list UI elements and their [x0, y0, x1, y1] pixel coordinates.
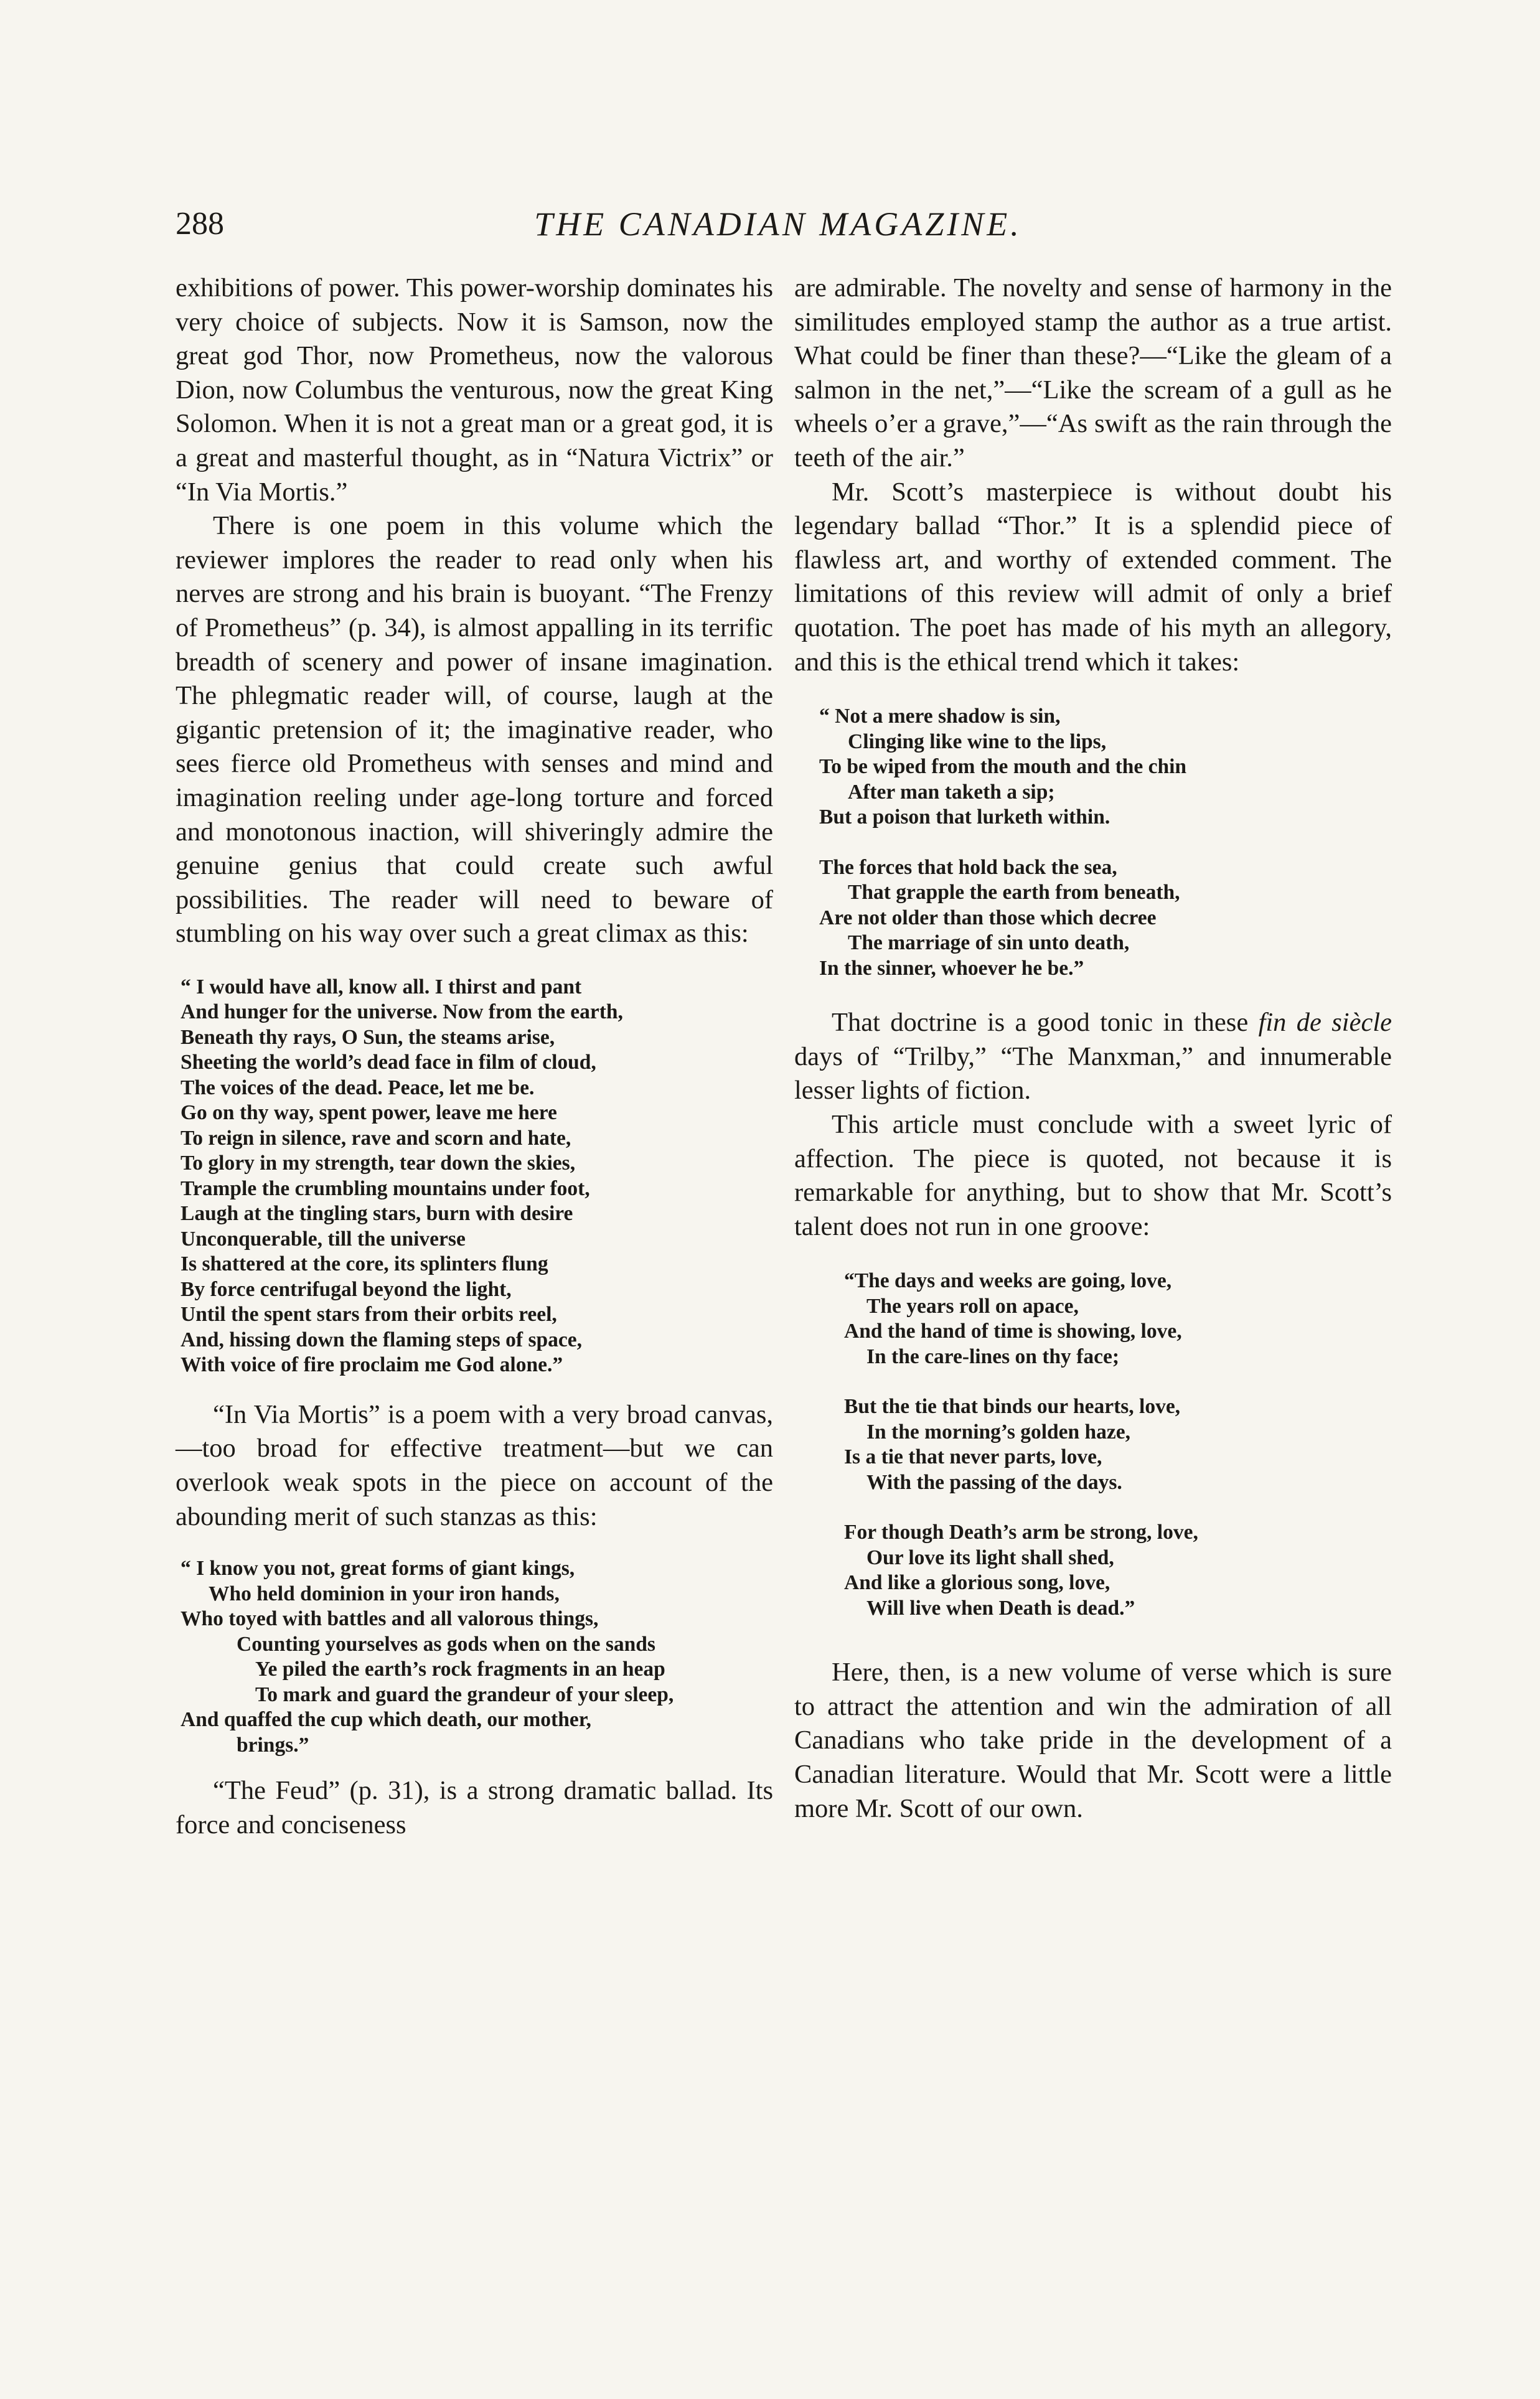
poem-stanza: [819, 855, 1392, 982]
paragraph-sweet-lyric: This article must conclude with a sweet lyric of affection. The piece is quoted, not because it is remarkable for anything, but to show that Mr. Scott’s talent does not run in one groove:: [794, 1109, 1392, 1241]
fin-de-siecle-italic: fin de siècle: [1258, 1008, 1392, 1038]
poem-line: Go on thy way, spent power, leave me here: [181, 1101, 557, 1125]
paragraph-masterpiece-thor: Mr. Scott’s masterpiece is without doubt his legendary ballad “Thor.” It is a splendid piece of flawless art, and worthy of extended comment. The limitations of this review will admit of only a brief quotation. The poet has made of his myth an allegory, and this is the ethical trend which it takes:: [794, 477, 1392, 677]
poem-line: That grapple the earth from beneath,: [848, 881, 1180, 904]
poem-line: After man taketh a sip;: [848, 780, 1055, 804]
poem-line: And hunger for the universe. Now from the earth,: [181, 1000, 623, 1024]
poem-line: With the passing of the days.: [866, 1470, 1122, 1494]
poem-line: Our love its light shall shed,: [866, 1546, 1114, 1569]
poem-line: Sheeting the world’s dead face in film of cloud,: [181, 1051, 596, 1074]
poem-line: Beneath thy rays, O Sun, the steams arise,: [181, 1025, 555, 1049]
poem-line: Until the spent stars from their orbits reel,: [181, 1303, 557, 1326]
running-head: THE CANADIAN MAGAZINE.: [534, 205, 1022, 243]
doctrine-text-end: days of “Trilby,” “The Manxman,” and innumerable lesser lights of fiction.: [794, 1041, 1392, 1106]
poem-line: Ye piled the earth’s rock fragments in an heap: [255, 1658, 665, 1681]
poem-stanza: [844, 1520, 1392, 1621]
left-column: [176, 271, 773, 1842]
poem-line: To mark and guard the grandeur of your sleep,: [255, 1683, 674, 1706]
poem-line: Is shattered at the core, its splinters flung: [181, 1252, 548, 1276]
right-column: [794, 271, 1392, 1826]
paragraph-doctrine-tonic: [794, 1006, 1392, 1108]
page-number: 288: [176, 206, 224, 242]
paragraph-admirable: are admirable. The novelty and sense of harmony in the similitudes employed stamp the author as a true artist. What could be finer than these?—“Like the gleam of a salmon in the net,”—“Like the scream of a gull as he wheels o’er a grave,”—“As swift as the rain through the teeth of the air.”: [794, 273, 1392, 472]
poem-line: The voices of the dead. Peace, let me be.: [181, 1076, 535, 1099]
poem-lyric-quote: [844, 1269, 1392, 1621]
paragraph-frenzy-of-prometheus: There is one poem in this volume which the reviewer implores the reader to read only when his nerves are strong and his brain is buoyant. “The Frenzy of Prometheus” (p. 34), is almost appalling in its terrific breadth of scenery and power of insane imagination. The phlegmatic reader will, of course, laugh at the gigantic pretension of it; the imaginative reader, who sees fierce old Prometheus with senses and mind and imagination reeling under age-long torture and forced and monotonous inaction, will shiveringly admire the genuine genius that could create such awful possibilities. The reader will need to beware of stumbling on his way over such a great climax as this:: [176, 511, 773, 949]
poem-line: The forces that hold back the sea,: [819, 855, 1117, 879]
paragraph-conclusion: Here, then, is a new volume of verse which is sure to attract the attention and win the admiration of all Canadians who take pride in the development of a Canadian literature. Would that Mr. Scott were a little more Mr. Scott of our own.: [794, 1658, 1392, 1823]
paragraph-power-worship: exhibitions of power. This power-worship dominates his very choice of subjects. Now it is Samson, now the great god Thor, now Prometheus, now the valorous Dion, now Columbus the venturous, now the great King Solomon. When it is not a great man or a great god, it is a great and masterful thought, as in “Natura Victrix” or “In Via Mortis.”: [176, 273, 773, 507]
paragraph-the-feud: “The Feud” (p. 31), is a strong dramatic ballad. Its force and conciseness: [176, 1776, 773, 1839]
poem-line: And the hand of time is showing, love,: [844, 1320, 1182, 1343]
poem-line: And quaffed the cup which death, our mother,: [181, 1708, 591, 1732]
poem-line: To be wiped from the mouth and the chin: [819, 755, 1187, 779]
poem-line: Are not older than those which decree: [819, 906, 1157, 929]
poem-line: Unconquerable, till the universe: [181, 1227, 466, 1251]
poem-line: The years roll on apace,: [866, 1294, 1079, 1318]
poem-stanza: [819, 704, 1392, 830]
poem-line: To reign in silence, rave and scorn and hate,: [181, 1126, 571, 1150]
poem-line: Is a tie that never parts, love,: [844, 1445, 1102, 1469]
poem-line: The marriage of sin unto death,: [848, 931, 1130, 955]
poem-line: Laugh at the tingling stars, burn with desire: [181, 1202, 573, 1226]
poem-line: In the morning’s golden haze,: [866, 1420, 1131, 1444]
poem-line: “ Not a mere shadow is sin,: [819, 705, 1061, 728]
poem-line: Who toyed with battles and all valorous things,: [181, 1607, 599, 1631]
poem-line: Clinging like wine to the lips,: [848, 730, 1107, 753]
poem-line: By force centrifugal beyond the light,: [181, 1277, 512, 1301]
poem-line: To glory in my strength, tear down the skies,: [181, 1152, 576, 1175]
poem-line: But the tie that binds our hearts, love,: [844, 1395, 1181, 1419]
poem-line: With voice of fire proclaim me God alone.”: [181, 1353, 563, 1377]
doctrine-text-start: That doctrine is a good tonic in these: [832, 1008, 1249, 1038]
poem-line: “ I would have all, know all. I thirst and pant: [181, 975, 582, 998]
page-header: [168, 199, 1388, 249]
poem-line: But a poison that lurketh within.: [819, 805, 1110, 829]
poem-line: In the sinner, whoever he be.”: [819, 956, 1084, 980]
poem-line: And like a glorious song, love,: [844, 1571, 1110, 1595]
poem-in-via-mortis-quote: [181, 1556, 773, 1758]
poem-line: “ I know you not, great forms of giant kings,: [181, 1557, 575, 1580]
poem-line: For though Death’s arm be strong, love,: [844, 1521, 1198, 1544]
poem-line: Counting yourselves as gods when on the sands: [237, 1632, 655, 1656]
poem-line: brings.”: [237, 1733, 309, 1757]
poem-line: “The days and weeks are going, love,: [844, 1269, 1172, 1293]
poem-line: And, hissing down the flaming steps of space,: [181, 1328, 582, 1351]
poem-thor-quote: [819, 704, 1392, 981]
poem-line: Trample the crumbling mountains under foot,: [181, 1176, 590, 1200]
poem-line: Who held dominion in your iron hands,: [209, 1582, 560, 1605]
poem-line: Will live when Death is dead.”: [866, 1596, 1135, 1620]
poem-stanza: [844, 1394, 1392, 1495]
poem-stanza: [844, 1269, 1392, 1369]
poem-frenzy-quote: [181, 975, 773, 1378]
poem-line: In the care-lines on thy face;: [866, 1345, 1119, 1368]
paragraph-in-via-mortis: “In Via Mortis” is a poem with a very broad canvas,—too broad for effective treatment—but we can overlook weak spots in the piece on account of the abounding merit of such stanzas as this:: [176, 1399, 773, 1531]
